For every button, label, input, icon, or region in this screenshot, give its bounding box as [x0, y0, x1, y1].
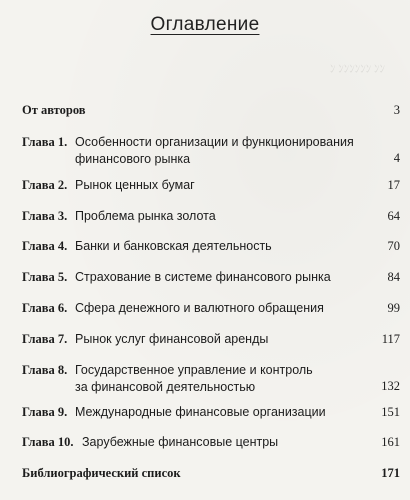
toc-entry-label: Глава 6. [22, 301, 68, 315]
toc-entry-title-line: Банки и банковская деятельность [75, 239, 272, 253]
toc-entry-label: Глава 9. [22, 405, 68, 419]
toc-entry-title-line: Государственное управление и контроль [75, 363, 313, 377]
toc-entry-page: 84 [387, 270, 400, 284]
toc-entry-title [75, 300, 335, 317]
toc-entry-title-line: за финансовой деятельностью [75, 380, 256, 394]
page-title [0, 14, 410, 36]
toc-entry-title-line: Особенности организации и функционирования [75, 135, 354, 149]
toc-entry-title [75, 177, 335, 194]
toc-entry-title-line: Проблема рынка золота [75, 209, 216, 223]
toc-entry-title [75, 404, 335, 421]
toc-entry-title [75, 238, 335, 255]
toc-entry-page: 64 [387, 209, 400, 223]
toc-entry-label: Глава 10. [22, 435, 74, 449]
toc-entry-page: 151 [381, 405, 400, 419]
toc-entry-title [75, 269, 335, 286]
toc-entry-page: 4 [393, 151, 400, 165]
toc-entry-page: 132 [381, 379, 400, 393]
toc-entry-page: 3 [393, 103, 400, 117]
toc-entry-title [75, 134, 354, 168]
toc-entry-label: Глава 7. [22, 332, 68, 346]
page-title-text: Оглавление [150, 14, 260, 35]
toc-entry-page: 161 [381, 435, 400, 449]
bleed-through-text: ﾝ ﾝﾝﾝﾝﾝﾝ ﾝﾝ [330, 63, 385, 75]
toc-entry-page: 99 [387, 301, 400, 315]
toc-entry-title-line: Страхование в системе финансового рынка [75, 270, 331, 284]
toc-entry-label: Библиографический список [22, 466, 181, 480]
toc-entry-title [75, 362, 335, 396]
toc-entry-page: 70 [387, 239, 400, 253]
toc-entry-label: От авторов [22, 103, 86, 117]
toc-entry-title-line: Сфера денежного и валютного обращения [75, 301, 324, 315]
toc-entry-label: Глава 2. [22, 178, 68, 192]
toc-entry-title-line: Международные финансовые организации [75, 405, 326, 419]
toc-entry-title-line: Зарубежные финансовые центры [82, 435, 279, 449]
toc-entry-title [75, 208, 335, 225]
toc-entry-label: Глава 8. [22, 363, 68, 377]
toc-entry-title [75, 331, 335, 348]
toc-entry-label: Глава 3. [22, 209, 68, 223]
toc-entry-title [82, 434, 342, 451]
toc-entry-title-line: финансового рынка [75, 152, 191, 166]
toc-entry-label: Глава 1. [22, 135, 68, 149]
toc-entry-page: 171 [381, 466, 400, 480]
toc-entry-page: 117 [381, 332, 400, 346]
toc-entry-label: Глава 4. [22, 239, 68, 253]
toc-entry-title-line: Рынок ценных бумаг [75, 178, 195, 192]
toc-entry-page: 17 [387, 178, 400, 192]
toc-entry-title-line: Рынок услуг финансовой аренды [75, 332, 269, 346]
toc-entry-label: Глава 5. [22, 270, 68, 284]
